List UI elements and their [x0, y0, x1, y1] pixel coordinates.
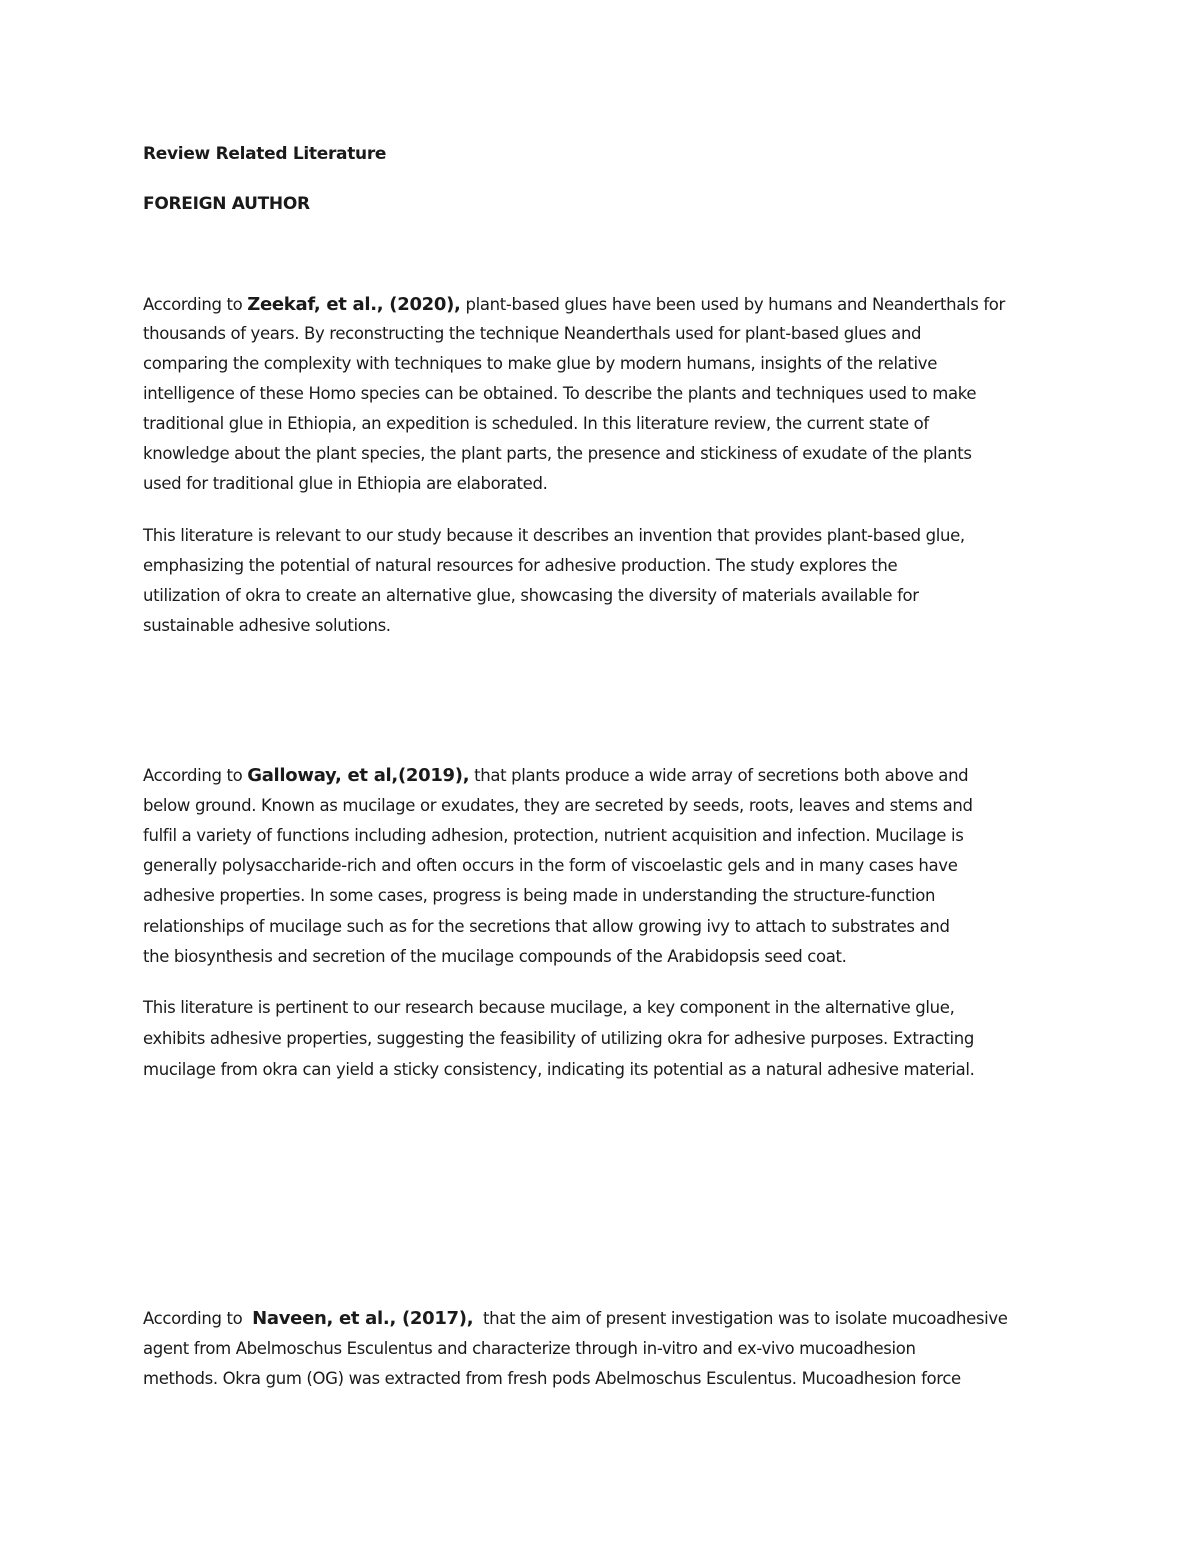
paragraph-line	[143, 1310, 1008, 1328]
paragraph-line: thousands of years. By reconstructing the technique Neanderthals used for plant-based glues and	[143, 324, 922, 343]
paragraph-line: sustainable adhesive solutions.	[143, 616, 391, 635]
paragraph-line: This literature is pertinent to our research because mucilage, a key component in the alternative glue,	[143, 998, 955, 1017]
paragraph-line: exhibits adhesive properties, suggesting the feasibility of utilizing okra for adhesive purposes. Extracting	[143, 1029, 974, 1048]
paragraph-line: comparing the complexity with techniques to make glue by modern humans, insights of the relative	[143, 354, 938, 373]
paragraph-line: mucilage from okra can yield a sticky consistency, indicating its potential as a natural adhesive material.	[143, 1060, 975, 1079]
paragraph-line: emphasizing the potential of natural resources for adhesive production. The study explores the	[143, 556, 898, 575]
paragraph-line: the biosynthesis and secretion of the mucilage compounds of the Arabidopsis seed coat.	[143, 947, 847, 966]
paragraph-line	[143, 296, 1005, 314]
paragraph-line: below ground. Known as mucilage or exudates, they are secreted by seeds, roots, leaves and stems and	[143, 796, 973, 815]
paragraph-line: adhesive properties. In some cases, progress is being made in understanding the structure-function	[143, 886, 936, 905]
text-run: that plants produce a wide array of secretions both above and	[469, 766, 969, 785]
section-heading-foreign-author: FOREIGN AUTHOR	[143, 194, 310, 214]
paragraph-line: used for traditional glue in Ethiopia are elaborated.	[143, 474, 548, 493]
paragraph-line: This literature is relevant to our study because it describes an invention that provides plant-based glue,	[143, 526, 965, 545]
paragraph-line: traditional glue in Ethiopia, an expedition is scheduled. In this literature review, the current state of	[143, 414, 929, 433]
paragraph-line: agent from Abelmoschus Esculentus and characterize through in-vitro and ex-vivo mucoadhesion	[143, 1339, 916, 1358]
text-run: According to	[143, 766, 248, 785]
document-title: Review Related Literature	[143, 144, 387, 164]
citation-zeekaf: Zeekaf, et al., (2020),	[247, 294, 461, 315]
paragraph-line: fulfil a variety of functions including adhesion, protection, nutrient acquisition and infection. Mucilage is	[143, 826, 964, 845]
text-run: According to	[143, 1309, 253, 1328]
paragraph-line: utilization of okra to create an alternative glue, showcasing the diversity of materials available for	[143, 586, 919, 605]
paragraph-line: knowledge about the plant species, the plant parts, the presence and stickiness of exudate of the plants	[143, 444, 972, 463]
citation-galloway: Galloway, et al,(2019),	[247, 765, 470, 786]
paragraph-line: intelligence of these Homo species can be obtained. To describe the plants and techniques used to make	[143, 384, 977, 403]
text-run: plant-based glues have been used by humans and Neanderthals for	[460, 295, 1005, 314]
paragraph-line: relationships of mucilage such as for the secretions that allow growing ivy to attach to substrates and	[143, 917, 950, 936]
text-run: that the aim of present investigation was to isolate mucoadhesive	[473, 1309, 1008, 1328]
paragraph-line: generally polysaccharide-rich and often occurs in the form of viscoelastic gels and in many cases have	[143, 856, 958, 875]
text-run: According to	[143, 295, 248, 314]
paragraph-line	[143, 767, 968, 785]
citation-naveen: Naveen, et al., (2017),	[252, 1308, 474, 1329]
paragraph-line: methods. Okra gum (OG) was extracted from fresh pods Abelmoschus Esculentus. Mucoadhesion force	[143, 1369, 961, 1388]
